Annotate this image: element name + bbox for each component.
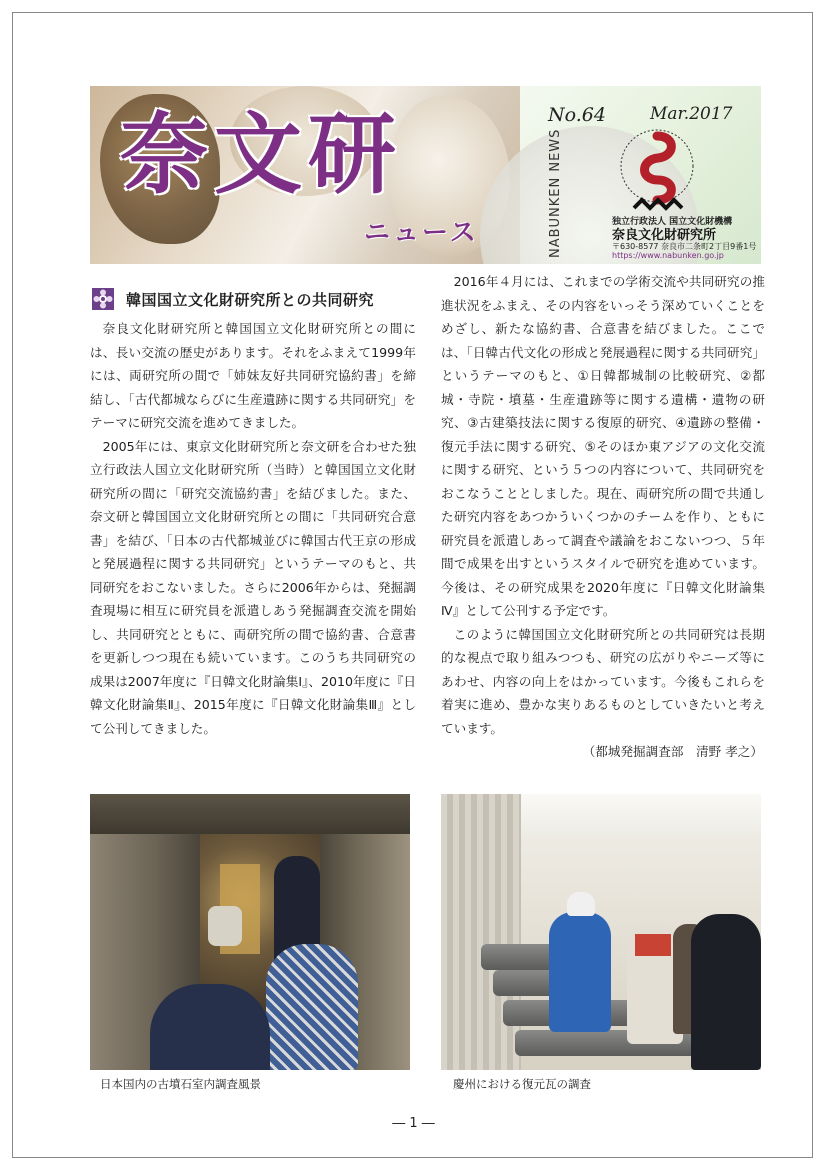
nabunken-logo-icon (618, 126, 696, 214)
issue-number: No.64 (548, 104, 606, 126)
article-heading (92, 286, 374, 312)
issue-date: Mar.2017 (650, 104, 733, 124)
article-signature: （都城発掘調査部 清野 孝之） (582, 744, 763, 759)
photo-caption: 慶州における復元瓦の調査 (453, 1077, 591, 1091)
tomb-chamber-photo (90, 794, 410, 1070)
photo-caption: 日本国内の古墳石室内調査風景 (100, 1077, 261, 1091)
article-paragraph: 2005年には、東京文化財研究所と奈文研を合わせた独立行政法人国立文化財研究所（当時）と韓国国立文化財研究所の間に「研究交流協約書」を結びました。また、奈文研と韓国国立文化財研究所との間に「共同研究合意書」を結び、「日本の古代都城並びに韓国古代王京の形成と発展過程に関する共同研究」というテーマのもと、共同研究をおこないました。さらに2006年からは、発掘調査現場に相互に研究員を派遣しあう発掘調査交流を開始し、共同研究とともに、両研究所の間で協約書、合意書を更新しつつ現在も続いています。このうち共同研究の成果は2007年度に『日韓文化財論集Ⅰ』、2010年度に『日韓文化財論集Ⅱ』、2015年度に『日韓文化財論集Ⅲ』として公刊してきました。 (90, 438, 416, 736)
org-address: 〒630-8577 奈良市二条町2丁目9番1号 (612, 242, 757, 251)
masthead-subtitle: ニュース (364, 218, 479, 248)
page-number: ― 1 ― (392, 1116, 435, 1131)
vertical-news-label: NABUNKEN NEWS (548, 128, 563, 258)
masthead-title: 奈文研 (120, 102, 403, 206)
article-right-column (441, 270, 765, 764)
article-paragraph: 2016年４月には、これまでの学術交流や共同研究の推進状況をふまえ、その内容をいっそう深めていくことをめざし、新たな協約書、合意書を結びました。ここでは、「日韓古代文化の形成と発展過程に関する共同研究」というテーマのもと、①日韓都城制の比較研究、②都城・寺院・墳墓・生産遺跡等に関する遺構・遺物の研究、③古建築技法に関する復原的研究、④遺跡の整備・復元手法に関する研究、⑤そのほか東アジアの文化交流に関する研究、という５つの内容について、共同研究をおこなうこととしました。現在、両研究所の間で共通した研究内容をあつかういくつかのチームを作り、ともに研究員を派遣しあって調査や議論をおこないつつ、５年間で成果を出すというスタイルで研究を進めています。今後は、その研究成果を2020年度に『日韓文化財論集Ⅳ』として公刊する予定です。 (441, 274, 765, 618)
org-type-label: 独立行政法人 国立文化財機構 (612, 217, 733, 227)
roof-tile-survey-photo (441, 794, 761, 1070)
article-title: 韓国国立文化財研究所との共同研究 (126, 291, 375, 309)
article-paragraph: このように韓国国立文化財研究所との共同研究は長期的な視点で取り組みつつも、研究の広がりやニーズ等にあわせ、内容の向上をはかっています。今後もこれらを着実に進め、豊かな実りあるものとしていきたいと考えています。 (441, 626, 765, 736)
article-paragraph: 奈良文化財研究所と韓国国立文化財研究所との間には、長い交流の歴史があります。それをふまえて1999年には、両研究所の間で「姉妹友好共同研究協約書」を締結し、「古代都城ならびに生産遺跡に関する共同研究」をテーマに研究交流を進めてきました。 (90, 321, 416, 430)
flower-emblem-icon (92, 288, 114, 310)
org-url-link[interactable]: https://www.nabunken.go.jp (612, 251, 724, 260)
org-name-label: 奈良文化財研究所 (612, 228, 717, 243)
article-left-column (90, 317, 416, 740)
